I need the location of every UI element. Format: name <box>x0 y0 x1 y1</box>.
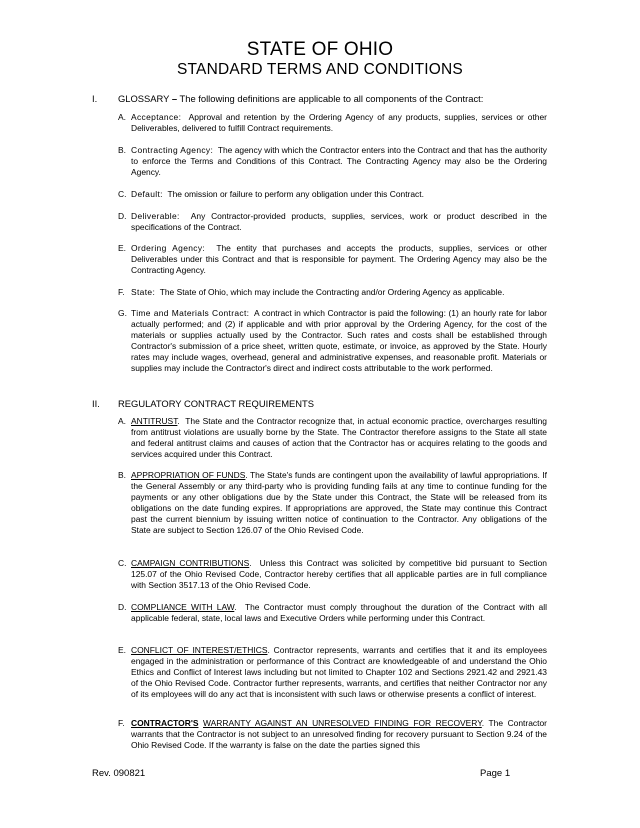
section-intro: The following definitions are applicable to all components of the Contract: <box>179 93 484 104</box>
item-text: Contractor represents, warrants and certifies that it and its employees engaged in the administration or performance of this Contract are knowledgeable of and understand the Ohio Ethics and Conflict of Interest laws including but not limited to Chapter 102 and Sections 2921.42 and 2921.43 of the Ohio Revised Code. Contractor further represents, warrants, and certifies that neither Contractor nor any of its employees will do any act that is inconsistent with such laws or otherwise presents a conflict of interest. <box>131 645 547 699</box>
item-term: Ordering Agency: <box>131 243 206 253</box>
item-text: The agency with which the Contractor enters into the Contract and that has the authority to enforce the Terms and Conditions of this Contract. The Contracting Agency may also be the Ordering Agency. <box>131 145 548 177</box>
section-number: I. <box>92 93 98 104</box>
item-label: F. <box>118 287 125 297</box>
item-label: E. <box>118 645 126 655</box>
page-subtitle: STANDARD TERMS AND CONDITIONS <box>177 61 463 78</box>
item-text: Any Contractor-provided products, supplies, services, work or product described in the specifications of the Contract. <box>131 211 547 232</box>
item-label: F. <box>118 718 125 728</box>
glossary-item <box>118 287 547 298</box>
item-term: Acceptance: <box>131 112 182 122</box>
item-text: The entity that purchases and accepts the products, supplies, services or other Deliverables under this Contract and that is responsible for payment. The Ordering Agency may also be the Contracting Agency. <box>131 243 547 275</box>
regulatory-item: C. CAMPAIGN CONTRIBUTIONS. Unless this Contract was solicited by competitive bid pursuant to Section 125.07 of the Ohio Revised Code, Contractor hereby certifies that all applicable parties are in full compliance with Section 3517.13 of the Ohio Revised Code. <box>118 558 547 590</box>
section-number: II. <box>92 398 100 409</box>
revision-label: Rev. 090821 <box>92 768 146 779</box>
glossary-item <box>118 308 547 374</box>
item-text: The omission or failure to perform any obligation under this Contract. <box>167 189 424 199</box>
item-label: A. <box>118 112 126 122</box>
page-number: Page 1 <box>480 768 511 779</box>
item-label: A. <box>118 416 126 426</box>
item-text: The State's funds are contingent upon the availability of lawful appropriations. If the General Assembly or any third-party who is providing funding fails at any time to continue funding for the payments or any other obligations due by the State under this Contract, the State will be released from its obligations on the date funding expires. If appropriations are approved, the State may continue this Contract past the current biennium by issuing written notice of continuation to the Contractor. Any obligations of the State are subject to Section 126.07 of the Ohio Revised Code. <box>131 470 548 535</box>
item-text: The Contractor warrants that the Contractor is not subject to an unresolved finding for recovery pursuant to Section 9.24 of the Ohio Revised Code. If the warranty is false on the date the parties signed this <box>131 718 547 750</box>
regulatory-item: F. CONTRACTOR'S WARRANTY AGAINST AN UNRESOLVED FINDING FOR RECOVERY. The Contractor warrants that the Contractor is not subject to an unresolved finding for recovery pursuant to Section 9.24 of the Ohio Revised Code. If the warranty is false on the date the parties signed this <box>118 718 547 750</box>
item-label: G. <box>118 308 127 318</box>
item-text: Approval and retention by the Ordering Agency of any products, supplies, services or other Deliverables, delivered to fulfill Contract requirements. <box>131 112 547 133</box>
regulatory-item: D. COMPLIANCE WITH LAW. The Contractor must comply throughout the duration of the Contract with all applicable federal, state, local laws and Executive Orders while performing under this Contract. <box>118 602 547 623</box>
item-text: The State of Ohio, which may include the Contracting and/or Ordering Agency as applicable. <box>159 287 505 297</box>
item-text: Unless this Contract was solicited by competitive bid pursuant to Section 125.07 of the Ohio Revised Code, Contractor hereby certifies that all applicable parties are in full compliance with Section 3517.13 of the Ohio Revised Code. <box>131 558 547 590</box>
item-term: Time and Materials Contract: <box>131 308 250 318</box>
regulatory-item: E. CONFLICT OF INTEREST/ETHICS. Contractor represents, warrants and certifies that it and its employees engaged in the administration or performance of this Contract are knowledgeable of and understand the Ohio Ethics and Conflict of Interest laws including but not limited to Chapter 102 and Sections 2921.42 and 2921.43 of the Ohio Revised Code. Contractor further represents, warrants, and certifies that neither Contractor nor any of its employees will do any act that is inconsistent with such laws or otherwise presents a conflict of interest. <box>118 645 547 699</box>
item-label: B. <box>118 145 126 155</box>
item-term: Deliverable: <box>131 211 180 221</box>
item-term: ANTITRUST <box>131 416 178 426</box>
item-term: COMPLIANCE WITH LAW <box>131 602 235 612</box>
section-title-line: GLOSSARY – The following definitions are applicable to all components of the Contract: <box>118 93 484 104</box>
glossary-item <box>118 211 547 233</box>
item-text: The State and the Contractor recognize that, in actual economic practice, overcharges resulting from antitrust violations are usually borne by the State. The Contractor therefore assigns to the State all state and federal antitrust claims and causes of action that the Contractor has or acquires relating to the goods and services acquired under this Contract. <box>131 416 547 459</box>
glossary-item <box>118 189 547 200</box>
item-term: CONFLICT OF INTEREST/ETHICS <box>131 645 268 655</box>
regulatory-item: A. ANTITRUST. The State and the Contractor recognize that, in actual economic practice, overcharges resulting from antitrust violations are usually borne by the State. The Contractor therefore assigns to the State all state and federal antitrust claims and causes of action that the Contractor has or acquires relating to the goods and services acquired under this Contract. <box>118 416 547 459</box>
item-term: APPROPRIATION OF FUNDS <box>131 470 246 480</box>
item-label: B. <box>118 470 126 480</box>
item-label: E. <box>118 243 126 253</box>
regulatory-item: B. APPROPRIATION OF FUNDS. The State's funds are contingent upon the availability of lawful appropriations. If the General Assembly or any third-party who is providing funding fails at any time to continue funding for the payments or any other obligations due by the State under this Contract, the State will be released from its obligations on the date funding expires. If appropriations are approved, the State may continue this Contract past the current biennium by issuing written notice of continuation to the Contractor. Any obligations of the State are subject to Section 126.07 of the Ohio Revised Code. <box>118 470 548 535</box>
item-label: D. <box>118 211 127 221</box>
page-title: STATE OF OHIO <box>246 39 394 60</box>
item-text: A contract in which Contractor is paid the following: (1) an hourly rate for labor actually performed; and (2) if applicable and with prior approval by the Ordering Agency, for the cost of the materials or supplies actually used by the Contractor. Such rates and costs shall be established through Contractor's submission of a price sheet, written quote, estimate, or invoice, as approved by the State. Hourly rates may include wages, overhead, general and administrative expenses, and reasonable profit. Materials or supplies may include the Contractor's direct and indirect costs attributable to the work performed. <box>131 308 547 373</box>
item-label: C. <box>118 558 127 568</box>
item-term: Contracting Agency: <box>131 145 214 155</box>
item-term: CAMPAIGN CONTRIBUTIONS <box>131 558 250 568</box>
glossary-item <box>118 112 547 134</box>
section-title: REGULATORY CONTRACT REQUIREMENTS <box>118 398 315 409</box>
item-label: D. <box>118 602 127 612</box>
section-title: GLOSSARY <box>118 93 170 104</box>
glossary-item <box>118 145 547 178</box>
item-term-bold: CONTRACTOR'S <box>131 718 199 728</box>
item-label: C. <box>118 189 127 199</box>
item-term: State: <box>131 287 156 297</box>
item-term: WARRANTY AGAINST AN UNRESOLVED FINDING FOR RECOVERY <box>203 718 482 728</box>
glossary-item <box>118 243 547 276</box>
item-text: The Contractor must comply throughout the duration of the Contract with all applicable federal, state, local laws and Executive Orders while performing under this Contract. <box>131 602 547 623</box>
item-term: Default: <box>131 189 163 199</box>
